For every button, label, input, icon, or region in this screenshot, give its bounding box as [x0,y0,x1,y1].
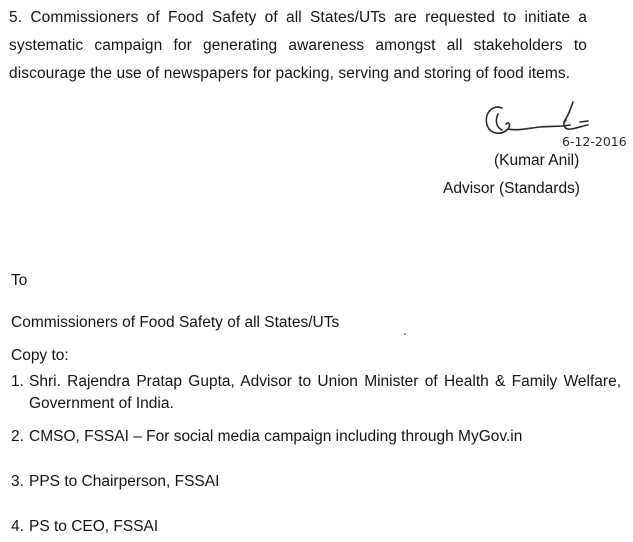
copy-to-item-2 [11,426,621,448]
addressee: Commissioners of Food Safety of all States/UTs [11,314,340,331]
copy-to-item-text: PS to CEO, FSSAI [29,518,159,535]
copy-to-item-text: Shri. Rajendra Pratap Gupta, Advisor to Union Minister of Health & Family Welfare, Government of India. [29,373,621,412]
signatory-designation: Advisor (Standards) [443,180,580,197]
copy-to-item-1 [11,371,621,415]
copy-to-item-text: CMSO, FSSAI – For social media campaign including through MyGov.in [29,428,523,445]
to-label: To [11,272,28,289]
copy-to-item-number: 4. [11,518,24,535]
paragraph-5 [9,4,587,88]
copy-to-item-number: 1. [11,373,24,390]
signatory-name: (Kumar Anil) [494,152,580,169]
handwritten-signature [478,100,628,150]
copy-to-item-4 [11,516,621,538]
copy-to-item-text: PPS to Chairperson, FSSAI [29,473,220,490]
copy-to-item-number: 2. [11,428,24,445]
paragraph-text: Commissioners of Food Safety of all States/UTs are requested to initiate a systematic campaign for generating awareness amongst all stakeholders to discourage the use of newspapers for packing, serving and storing of food items. [9,9,587,82]
copy-to-label: Copy to: [11,347,69,364]
scan-speck [404,333,406,335]
copy-to-item-number: 3. [11,473,24,490]
copy-to-item-3 [11,471,621,493]
handwritten-date: 6-12-2016 [562,134,627,149]
paragraph-number: 5. [9,9,23,26]
